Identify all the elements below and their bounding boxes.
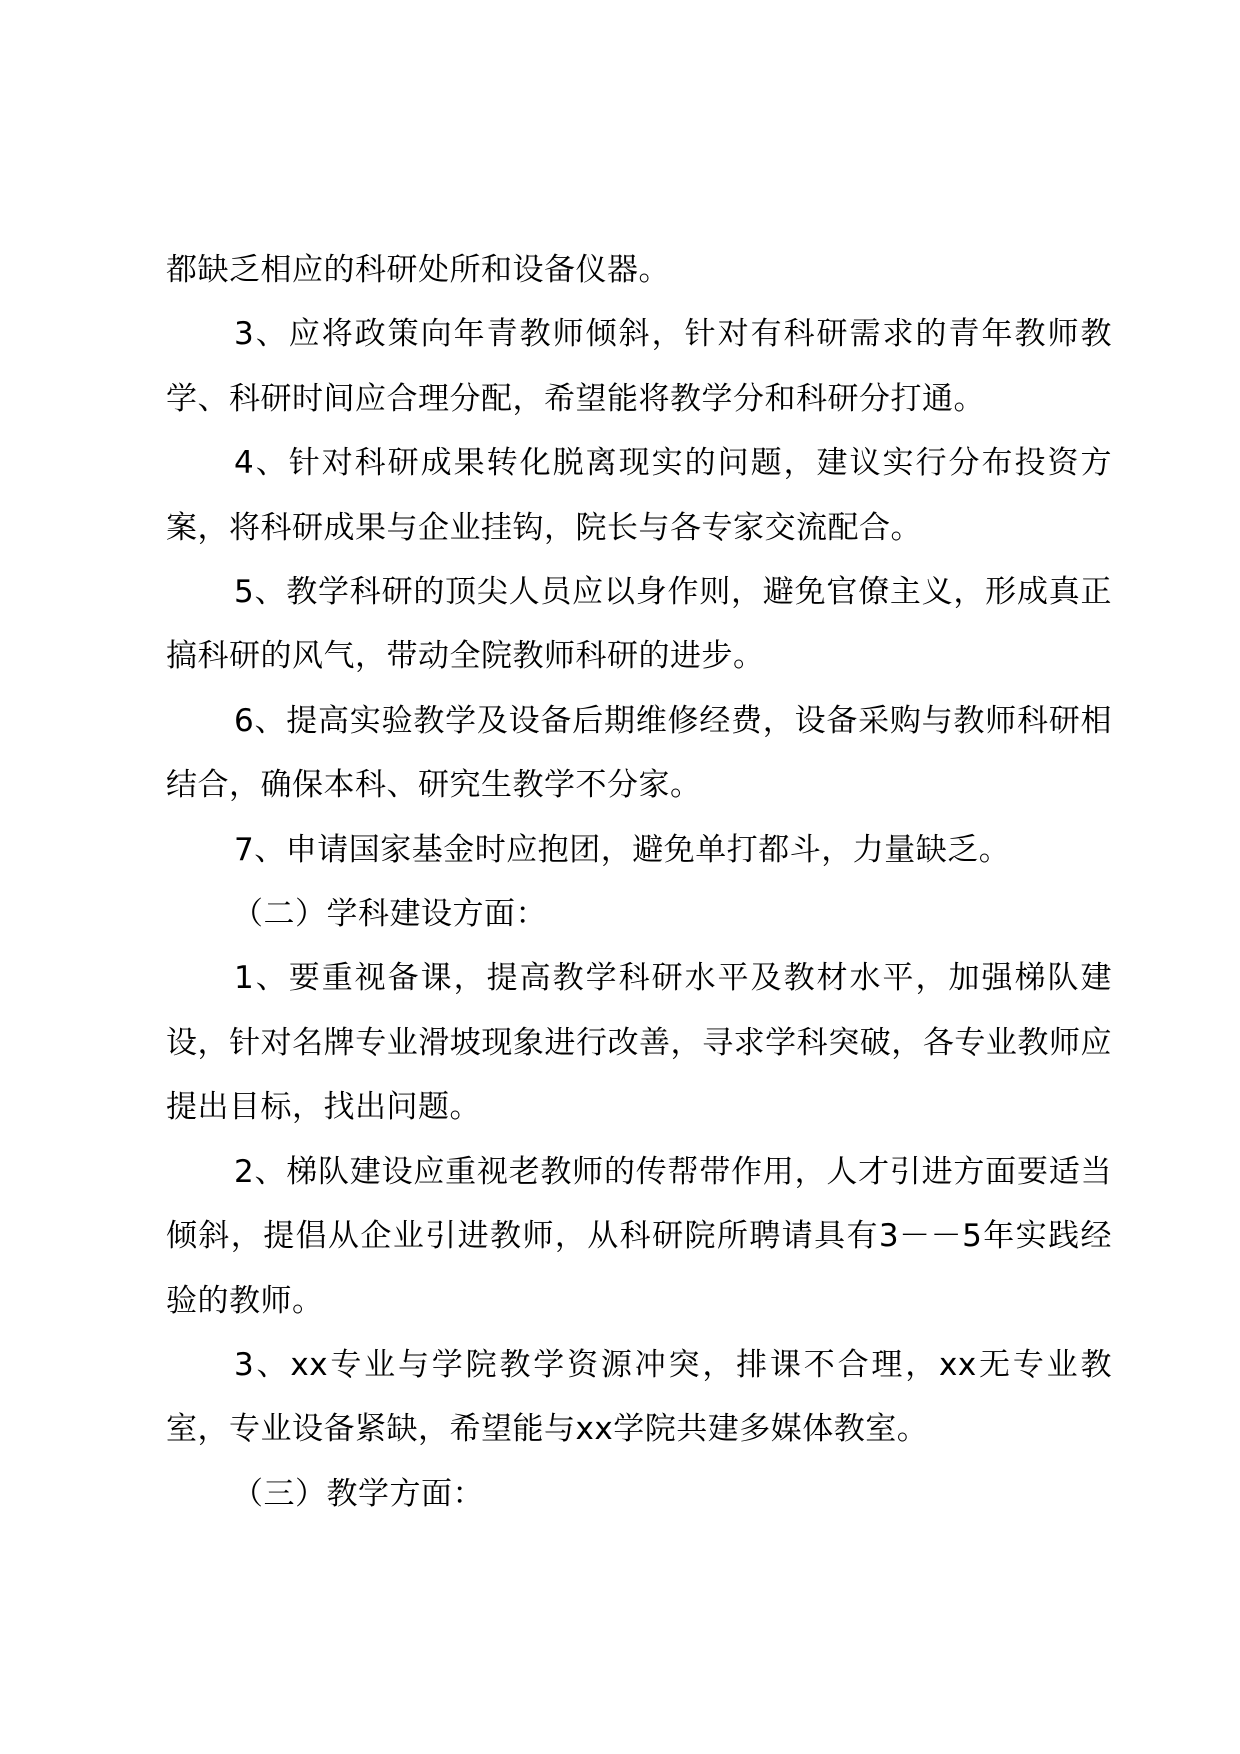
paragraph-item-7-national-fund: 7、申请国家基金时应抱团，避免单打都斗，力量缺乏。 xyxy=(234,831,1011,868)
paragraph-item-5-leadership: 5、教学科研的顶尖人员应以身作则，避免官僚主义，形成真正搞科研的风气，带动全院教师科研的进步。 xyxy=(166,574,1112,675)
section-heading-teaching: （三）教学方面： xyxy=(232,1475,484,1512)
paragraph-discipline-item-2: 2、梯队建设应重视老教师的传帮带作用，人才引进方面要适当倾斜，提倡从企业引进教师，从科研院所聘请具有3－－5年实践经验的教师。 xyxy=(166,1153,1112,1319)
paragraph-item-4-research-transfer: 4、针对科研成果转化脱离现实的问题，建议实行分布投资方案，将科研成果与企业挂钩，院长与各专家交流配合。 xyxy=(166,445,1112,546)
document-body xyxy=(166,238,1112,1526)
paragraph-item-3-policy: 3、应将政策向年青教师倾斜，针对有科研需求的青年教师教学、科研时间应合理分配，希望能将教学分和科研分打通。 xyxy=(166,316,1112,417)
paragraph-discipline-item-3: 3、xx专业与学院教学资源冲突，排课不合理，xx无专业教室，专业设备紧缺，希望能与xx学院共建多媒体教室。 xyxy=(166,1346,1112,1448)
paragraph-continuation: 都缺乏相应的科研处所和设备仪器。 xyxy=(166,252,670,288)
paragraph-discipline-item-1: 1、要重视备课，提高教学科研水平及教材水平，加强梯队建设，针对名牌专业滑坡现象进行改善，寻求学科突破，各专业教师应提出目标，找出问题。 xyxy=(166,960,1112,1126)
section-heading-discipline: （二）学科建设方面： xyxy=(232,896,547,933)
paragraph-item-6-lab-funding: 6、提高实验教学及设备后期维修经费，设备采购与教师科研相结合，确保本科、研究生教学不分家。 xyxy=(166,702,1112,804)
